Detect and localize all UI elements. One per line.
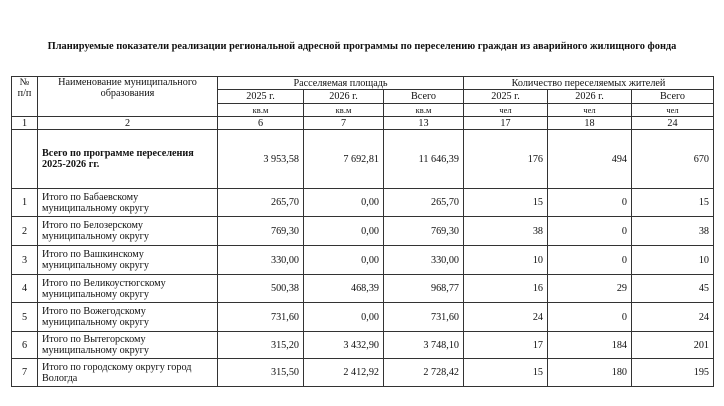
row-area-2026: 0,00 (304, 303, 384, 332)
row-num: 2 (12, 217, 38, 246)
row-area-2025: 315,50 (218, 359, 304, 387)
row-people-2026: 0 (548, 217, 632, 246)
row-area-2025: 330,00 (218, 246, 304, 275)
row-name: Итого по Бабаевскому муниципальному округу (38, 189, 218, 217)
total-people-2026: 494 (548, 130, 632, 189)
header-area-2026: 2026 г. (304, 90, 384, 104)
col-number: 6 (218, 117, 304, 130)
col-number: 13 (384, 117, 464, 130)
row-area-total: 330,00 (384, 246, 464, 275)
row-area-2025: 731,60 (218, 303, 304, 332)
total-area-2025: 3 953,58 (218, 130, 304, 189)
row-people-total: 45 (632, 275, 714, 303)
row-area-2026: 0,00 (304, 217, 384, 246)
table-row (12, 217, 714, 246)
row-people-total: 10 (632, 246, 714, 275)
total-people-total: 670 (632, 130, 714, 189)
total-row (12, 130, 714, 189)
unit-area-2026: кв.м (304, 104, 384, 117)
row-area-total: 3 748,10 (384, 332, 464, 359)
row-area-2026: 2 412,92 (304, 359, 384, 387)
total-people-2025: 176 (464, 130, 548, 189)
row-area-total: 968,77 (384, 275, 464, 303)
row-people-total: 201 (632, 332, 714, 359)
row-people-2025: 16 (464, 275, 548, 303)
row-people-2026: 0 (548, 189, 632, 217)
header-people-2025: 2025 г. (464, 90, 548, 104)
row-area-2026: 0,00 (304, 189, 384, 217)
col-number: 17 (464, 117, 548, 130)
header-people-total: Всего (632, 90, 714, 104)
total-num (12, 130, 38, 189)
row-area-2026: 3 432,90 (304, 332, 384, 359)
row-num: 1 (12, 189, 38, 217)
row-num: 7 (12, 359, 38, 387)
table-row (12, 332, 714, 359)
unit-people-2025: чел (464, 104, 548, 117)
row-name: Итого по Вытегорскому муниципальному округу (38, 332, 218, 359)
col-number: 7 (304, 117, 384, 130)
column-number-row (12, 117, 714, 130)
table-row (12, 246, 714, 275)
row-area-2026: 468,39 (304, 275, 384, 303)
header-num: № п/п (12, 77, 38, 117)
row-people-2025: 15 (464, 189, 548, 217)
row-people-2026: 184 (548, 332, 632, 359)
row-people-total: 195 (632, 359, 714, 387)
row-people-2025: 38 (464, 217, 548, 246)
header-area-2025: 2025 г. (218, 90, 304, 104)
row-people-total: 24 (632, 303, 714, 332)
total-name: Всего по программе переселения 2025-2026 гг. (38, 130, 218, 189)
row-people-2026: 0 (548, 246, 632, 275)
row-area-total: 769,30 (384, 217, 464, 246)
total-area-2026: 7 692,81 (304, 130, 384, 189)
table-row (12, 359, 714, 387)
row-people-total: 38 (632, 217, 714, 246)
row-people-2025: 10 (464, 246, 548, 275)
table-row (12, 189, 714, 217)
row-name: Итого по Вожегодскому муниципальному округу (38, 303, 218, 332)
row-people-2025: 17 (464, 332, 548, 359)
row-people-2026: 0 (548, 303, 632, 332)
unit-people-total: чел (632, 104, 714, 117)
row-num: 3 (12, 246, 38, 275)
row-area-2025: 500,38 (218, 275, 304, 303)
total-area-total: 11 646,39 (384, 130, 464, 189)
row-name: Итого по городскому округу город Вологда (38, 359, 218, 387)
row-num: 4 (12, 275, 38, 303)
header-people-group: Количество переселяемых жителей (464, 77, 714, 90)
table-row (12, 303, 714, 332)
row-name: Итого по Вашкинскому муниципальному округу (38, 246, 218, 275)
table-row (12, 275, 714, 303)
unit-area-total: кв.м (384, 104, 464, 117)
row-people-2025: 15 (464, 359, 548, 387)
row-people-2026: 180 (548, 359, 632, 387)
header-area-total: Всего (384, 90, 464, 104)
row-area-2026: 0,00 (304, 246, 384, 275)
unit-people-2026: чел (548, 104, 632, 117)
row-people-total: 15 (632, 189, 714, 217)
unit-area-2025: кв.м (218, 104, 304, 117)
header-area-group: Расселяемая площадь (218, 77, 464, 90)
row-num: 6 (12, 332, 38, 359)
row-area-2025: 769,30 (218, 217, 304, 246)
col-number: 18 (548, 117, 632, 130)
header-name: Наименование муниципального образования (38, 77, 218, 117)
row-area-total: 731,60 (384, 303, 464, 332)
header-people-2026: 2026 г. (548, 90, 632, 104)
row-name: Итого по Белозерскому муниципальному округу (38, 217, 218, 246)
col-number: 24 (632, 117, 714, 130)
row-num: 5 (12, 303, 38, 332)
col-number: 1 (12, 117, 38, 130)
programme-table (11, 76, 714, 387)
row-area-2025: 265,70 (218, 189, 304, 217)
row-people-2025: 24 (464, 303, 548, 332)
row-name: Итого по Великоустюгскому муниципальному округу (38, 275, 218, 303)
row-people-2026: 29 (548, 275, 632, 303)
row-area-total: 265,70 (384, 189, 464, 217)
col-number: 2 (38, 117, 218, 130)
document-title: Планируемые показатели реализации региональной адресной программы по переселению граждан из аварийного жилищного фонда (47, 41, 677, 52)
row-area-total: 2 728,42 (384, 359, 464, 387)
row-area-2025: 315,20 (218, 332, 304, 359)
